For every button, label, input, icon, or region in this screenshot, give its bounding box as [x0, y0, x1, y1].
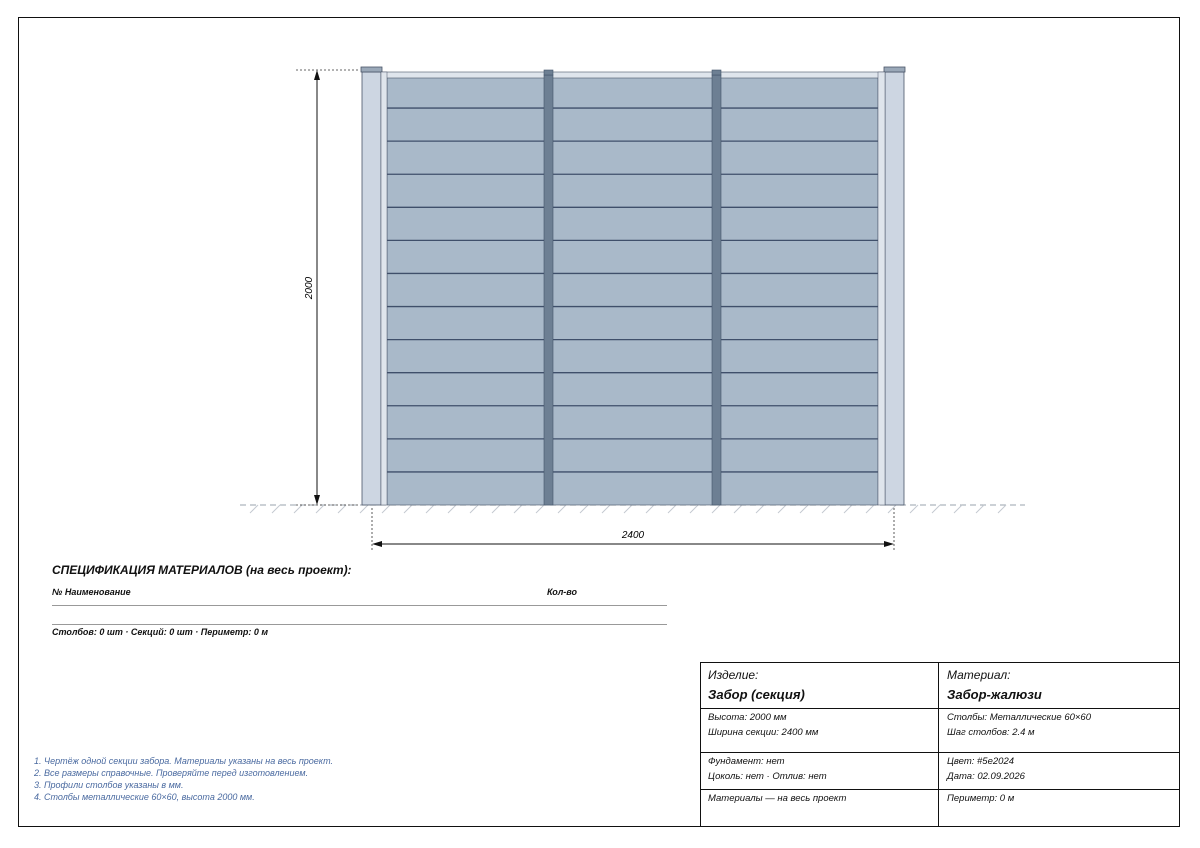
product-label: Изделие: [708, 668, 759, 682]
height-dimension-label: 2000 [304, 276, 315, 300]
spec-summary: Столбов: 0 шт · Секций: 0 шт · Периметр: 0 м [52, 627, 269, 637]
spec-header-rule [52, 605, 667, 606]
spec-col-qty: Кол-во [547, 587, 577, 597]
ground-hatch [624, 505, 632, 513]
fence-infill [387, 75, 878, 505]
ground-hatch [514, 505, 522, 513]
end-post-cap [884, 67, 905, 72]
end-post-cap [361, 67, 382, 72]
ground-line [240, 505, 1025, 513]
ground-hatch [888, 505, 896, 513]
top-rail [378, 72, 886, 78]
ground-hatch [822, 505, 830, 513]
product-value: Забор (секция) [708, 687, 805, 702]
ground-hatch [448, 505, 456, 513]
ground-hatch [712, 505, 720, 513]
ground-hatch [602, 505, 610, 513]
height-arrow-bottom [314, 495, 320, 505]
width-arrow-left [372, 541, 382, 547]
ground-hatch [910, 505, 918, 513]
note-item: 1. Чертёж одной секции забора. Материалы указаны на весь проект. [34, 756, 334, 766]
material-label: Материал: [947, 668, 1011, 682]
height-arrow-top [314, 70, 320, 80]
plinth-tides-value: Цоколь: нет · Отлив: нет [708, 771, 827, 782]
spec-bottom-rule [52, 624, 667, 625]
date-value: Дата: 02.09.2026 [947, 771, 1025, 782]
material-value: Забор-жалюзи [947, 687, 1042, 702]
title-block-rule [701, 752, 1179, 753]
ground-hatch [580, 505, 588, 513]
note-item: 4. Столбы металлические 60×60, высота 2000 мм. [34, 792, 255, 802]
ground-hatch [734, 505, 742, 513]
spec-col-name: № Наименование [52, 587, 131, 597]
height-value: Высота: 2000 мм [708, 712, 787, 723]
post-step-value: Шаг столбов: 2.4 м [947, 727, 1035, 738]
title-block-divider [938, 663, 939, 826]
ground-hatch [998, 505, 1006, 513]
end-post [885, 72, 904, 505]
ground-hatch [338, 505, 346, 513]
ground-hatch [404, 505, 412, 513]
end-post [362, 72, 381, 505]
intermediate-post-cap [712, 70, 721, 75]
ground-hatch [932, 505, 940, 513]
post-trim [878, 72, 885, 505]
ground-hatch [756, 505, 764, 513]
ground-hatch [844, 505, 852, 513]
intermediate-post [712, 75, 721, 505]
ground-hatch [294, 505, 302, 513]
ground-hatch [668, 505, 676, 513]
fence-boards [378, 72, 886, 505]
ground-hatch [250, 505, 258, 513]
intermediate-post [544, 75, 553, 505]
ground-hatch [646, 505, 654, 513]
spec-table-header [52, 587, 577, 597]
ground-hatch [272, 505, 280, 513]
ground-hatch [382, 505, 390, 513]
note-item: 3. Профили столбов указаны в мм. [34, 780, 184, 790]
ground-hatch [470, 505, 478, 513]
ground-hatch [778, 505, 786, 513]
color-value: Цвет: #5e2024 [947, 756, 1015, 767]
title-block-rule [701, 708, 1179, 709]
posts-value: Столбы: Металлические 60×60 [947, 712, 1092, 723]
ground-hatch [536, 505, 544, 513]
drawing-notes [34, 755, 333, 803]
foundation-value: Фундамент: нет [708, 756, 785, 767]
title-block-rule [701, 789, 1179, 790]
ground-hatch [690, 505, 698, 513]
width-arrow-right [884, 541, 894, 547]
ground-hatch [316, 505, 324, 513]
perimeter-value: Периметр: 0 м [947, 793, 1015, 804]
section-width-value: Ширина секции: 2400 мм [708, 727, 819, 738]
ground-hatch [426, 505, 434, 513]
width-dimension-label: 2400 [621, 530, 645, 541]
ground-hatch [976, 505, 984, 513]
spec-title: СПЕЦИФИКАЦИЯ МАТЕРИАЛОВ (на весь проект): [52, 563, 352, 577]
ground-hatch [492, 505, 500, 513]
ground-hatch [800, 505, 808, 513]
materials-note: Материалы — на весь проект [708, 793, 847, 804]
ground-hatch [558, 505, 566, 513]
ground-hatch [954, 505, 962, 513]
post-trim [381, 72, 387, 505]
ground-hatch [866, 505, 874, 513]
title-block [700, 662, 1180, 827]
note-item: 2. Все размеры справочные. Проверяйте перед изготовлением. [34, 768, 309, 778]
intermediate-post-cap [544, 70, 553, 75]
ground-hatch [360, 505, 368, 513]
